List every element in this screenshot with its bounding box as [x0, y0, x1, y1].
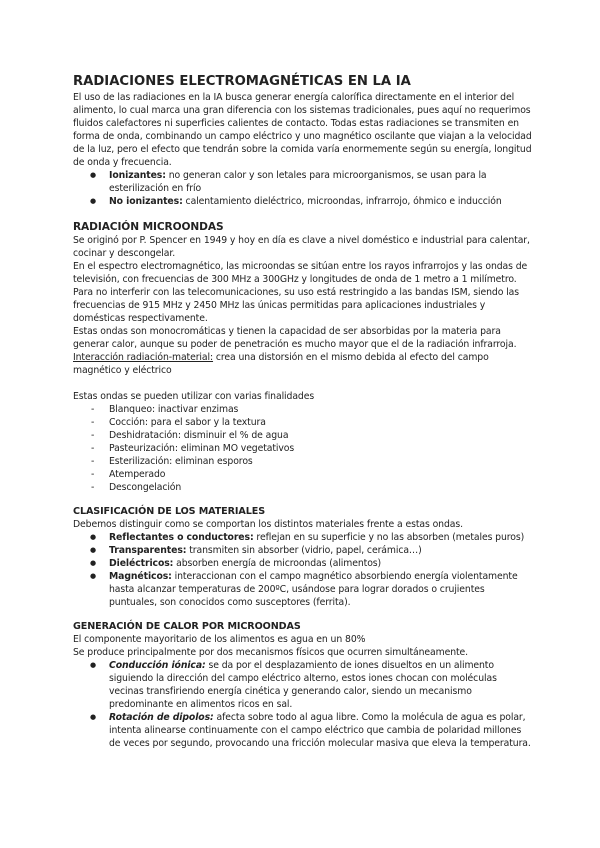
list-item [73, 544, 533, 557]
definition: afecta sobre todo al agua libre. Como la molécula de agua es polar, intenta alinearse continuamente con el campo eléctrico que cambia de polaridad millones de veces por segundo, provocando una fricción molecular masiva que eleva la temperatura. [109, 712, 531, 749]
underlined-term: Interacción radiación-material: [73, 352, 214, 363]
list-item: - Deshidratación: disminuir el % de agua [73, 429, 533, 442]
list-item: - Cocción: para el sabor y la textura [73, 416, 533, 429]
paragraph [73, 351, 533, 377]
term: Magnéticos: [109, 571, 172, 582]
definition: interaccionan con el campo magnético absorbiendo energía violentamente hasta alcanzar temperaturas de 200ºC, usándose para lograr dorados o crujientes puntuales, son conocidos como susceptores (ferrita). [109, 571, 518, 608]
list-item [73, 531, 533, 544]
list-item: - Atemperado [73, 468, 533, 481]
paragraph: Se originó por P. Spencer en 1949 y hoy en día es clave a nivel doméstico e industrial para calentar, cocinar y descongelar. [73, 235, 530, 259]
page-title: RADIACIONES ELECTROMAGNÉTICAS EN LA IA [73, 74, 411, 89]
list-item: - Pasteurización: eliminan MO vegetativos [73, 442, 533, 455]
term: Ionizantes: [109, 170, 166, 181]
list-item [73, 169, 533, 195]
list-item: - Descongelación [73, 481, 533, 494]
section-heading-microondas: RADIACIÓN MICROONDAS [73, 221, 224, 233]
term: Dieléctricos: [109, 558, 174, 569]
intro-paragraph: El uso de las radiaciones en la IA busca generar energía calorífica directamente en el interior del alimento, lo cual marca una gran diferencia con los sistemas tradicionales, pues aquí no requerimos fluidos calefactores ni superficies calientes de contacto. Todas estas radiaciones se transmiten en forma de onda, combinando un campo eléctrico y uno magnético oscilante que viajan a la velocidad de la luz, pero el efecto que tendrán sobre la comida varía enormemente según su energía, longitud de onda y frecuencia. [73, 92, 532, 168]
paragraph: En el espectro electromagnético, las microondas se sitúan entre los rayos infrarrojos y las ondas de televisión, con frecuencias de 300 MHz a 300GHz y longitudes de onda de 1 metro a 1 milímetro. Para no interferir con las telecomunicaciones, su uso está restringido a las bandas ISM, siendo las frecuencias de 915 MHz y 2450 MHz las únicas permitidas para aplicaciones industriales y domésticas respectivamente. [73, 261, 528, 324]
paragraph: El componente mayoritario de los alimentos es agua en un 80% [73, 634, 366, 645]
definition: calentamiento dieléctrico, microondas, infrarrojo, óhmico e inducción [182, 196, 502, 207]
definition: no generan calor y son letales para microorganismos, se usan para la esterilización en frío [109, 170, 487, 194]
paragraph: Se produce principalmente por dos mecanismos físicos que ocurren simultáneamente. [73, 647, 469, 658]
term: Transparentes: [109, 545, 187, 556]
list-item: - Esterilización: eliminan esporos [73, 455, 533, 468]
section-heading-generacion: GENERACIÓN DE CALOR POR MICROONDAS [73, 621, 301, 632]
list-item [73, 195, 533, 208]
materials-list [73, 531, 533, 609]
definition: absorben energía de microondas (alimentos) [173, 558, 382, 569]
paragraph: Debemos distinguir como se comportan los distintos materiales frente a estas ondas. [73, 519, 463, 530]
list-item: - Blanqueo: inactivar enzimas [73, 403, 533, 416]
paragraph: Estas ondas son monocromáticas y tienen la capacidad de ser absorbidas por la materia para generar calor, aunque su poder de penetración es mucho mayor que el de la radiación infrarroja. [73, 326, 517, 350]
term: No ionizantes: [109, 196, 183, 207]
definition: transmiten sin absorber (vidrio, papel, cerámica…) [186, 545, 422, 556]
definition: se da por el desplazamiento de iones disueltos en un alimento siguiendo la dirección del campo eléctrico alterno, estos iones chocan con moléculas vecinas transfiriendo energía cinética y generando calor, siendo un mecanismo predominante en alimentos ricos en sal. [109, 660, 497, 710]
document-page [73, 74, 533, 750]
term: Conducción iónica: [109, 660, 206, 671]
paragraph-text: crea una distorsión en el mismo debida al efecto del campo magnético y eléctrico [73, 352, 489, 376]
uses-list [73, 403, 533, 494]
term: Reflectantes o conductores: [109, 532, 254, 543]
list-item [73, 711, 533, 750]
list-item [73, 659, 533, 711]
section-heading-materiales: CLASIFICACIÓN DE LOS MATERIALES [73, 506, 265, 517]
term: Rotación de dipolos: [109, 712, 214, 723]
list-item [73, 570, 533, 609]
list-item [73, 557, 533, 570]
radiation-types-list [73, 169, 533, 208]
definition: reflejan en su superficie y no las absorben (metales puros) [253, 532, 525, 543]
uses-intro: Estas ondas se pueden utilizar con varias finalidades [73, 391, 315, 402]
mechanisms-list [73, 659, 533, 750]
